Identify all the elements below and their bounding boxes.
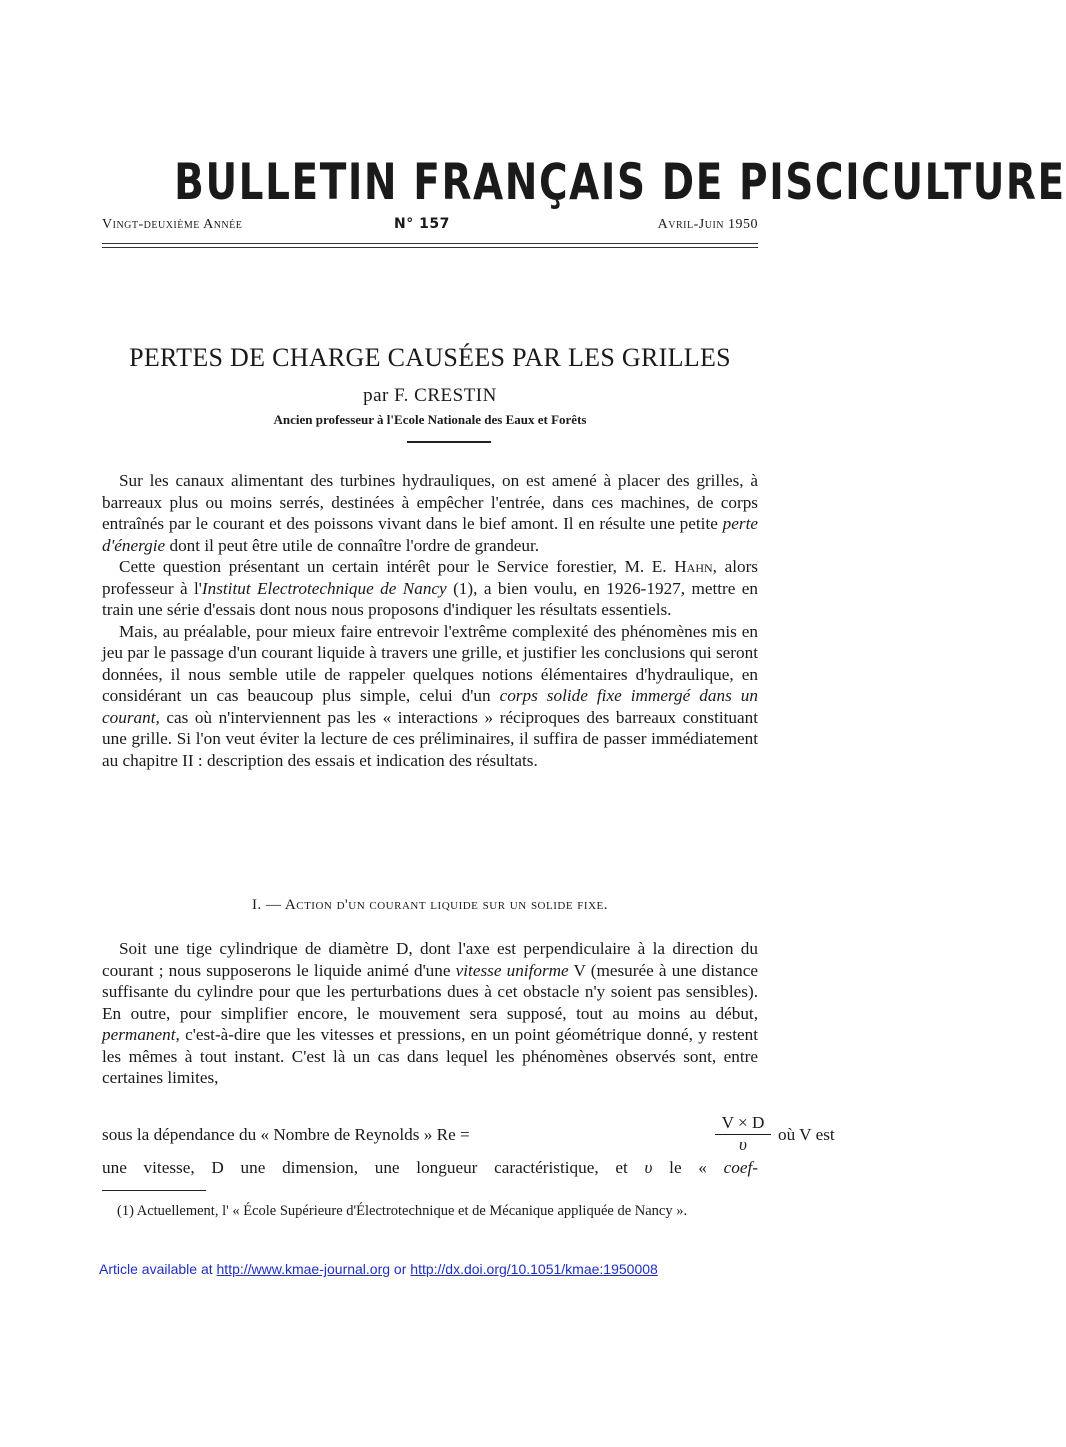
formula-suffix: où V est	[778, 1125, 835, 1144]
paragraph: Sur les canaux alimentant des turbines hydrauliques, on est amené à placer des grilles, à barreaux plus ou moins serrés, destinées à empêcher l'entrée, dans ces machines, de corps entraînés par le courant et des poissons vivant dans le bief amont. Il en résulte une petite perte d'énergie dont il peut être utile de connaître l'ordre de grandeur.	[102, 471, 758, 555]
issue-number: N° 157	[394, 216, 450, 232]
author-affiliation: Ancien professeur à l'Ecole Nationale des Eaux et Forêts	[273, 412, 587, 427]
paragraph: Cette question présentant un certain intérêt pour le Service forestier, M. E. Hahn, alors professeur à l'Institut Electrotechnique de Nancy (1), a bien voulu, en 1926-1927, mettre en train une série d'essais dont nous nous proposons d'indiquer les résultats essentiels.	[102, 557, 758, 619]
section-heading: I. — Action d'un courant liquide sur un solide fixe.	[252, 897, 608, 913]
fraction-denominator: υ	[739, 1135, 747, 1154]
paragraph-last-line: une vitesse, D une dimension, une longueur caractéristique, et υ le « coef-	[102, 1158, 759, 1177]
paragraph: Mais, au préalable, pour mieux faire entrevoir l'extrême complexité des phénomènes mis en jeu par le passage d'un courant liquide à travers une grille, et justifier les conclusions qui seront données, il nous semble utile de rappeler quelques notions élémentaires d'hydraulique, en considérant un cas beaucoup plus simple, celui d'un corps solide fixe immergé dans un courant, cas où n'interviennent pas les « interactions » réciproques des barreaux constituant une grille. Si l'on veut éviter la lecture de ces préliminaires, il suffira de passer immédiatement au chapitre II : description des essais et indication des résultats.	[102, 621, 758, 770]
doi-link[interactable]: http://dx.doi.org/10.1051/kmae:1950008	[410, 1261, 658, 1277]
article-availability: Article available at http://www.kmae-journal.org or http://dx.doi.org/10.1051/kmae:1950008	[99, 1261, 658, 1277]
footnote-rule	[102, 1190, 206, 1191]
formula-prefix: sous la dépendance du « Nombre de Reynolds » Re =	[102, 1125, 470, 1144]
article-title: PERTES DE CHARGE CAUSÉES PAR LES GRILLES	[129, 343, 731, 372]
issue-date: Avril-Juin 1950	[657, 217, 758, 232]
paragraph: Soit une tige cylindrique de diamètre D, dont l'axe est perpendiculaire à la direction du courant ; nous supposerons le liquide animé d'une vitesse uniforme V (mesurée à une distance suffisante du cylindre pour que les perturbations dues à cet obstacle n'y soient pas sensibles). En outre, pour simplifier encore, le mouvement sera supposé, tout au moins au début, permanent, c'est-à-dire que les vitesses et pressions, en un point géométrique donné, y restent les mêmes à tout instant. C'est là un cas dans lequel les phénomènes observés sont, entre certaines limites,	[102, 939, 758, 1087]
journal-masthead: BULLETIN FRANÇAIS DE PISCICULTURE	[174, 153, 1066, 211]
journal-link[interactable]: http://www.kmae-journal.org	[216, 1261, 391, 1277]
header-rule-top	[102, 243, 758, 244]
article-author: par F. CRESTIN	[363, 385, 497, 406]
title-separator	[407, 441, 491, 443]
header-rule-bottom	[102, 247, 758, 248]
footnote: (1) Actuellement, l' « École Supérieure d'Électrotechnique et de Mécanique appliquée de Nancy ».	[117, 1203, 688, 1219]
issue-info-line	[102, 217, 758, 237]
intro-text	[102, 470, 758, 771]
section-text	[102, 938, 758, 1089]
reynolds-formula-line	[102, 1112, 835, 1156]
fraction-numerator: V × D	[715, 1112, 771, 1135]
year-label: Vingt-deuxième Année	[102, 217, 243, 232]
reynolds-fraction	[715, 1112, 771, 1155]
